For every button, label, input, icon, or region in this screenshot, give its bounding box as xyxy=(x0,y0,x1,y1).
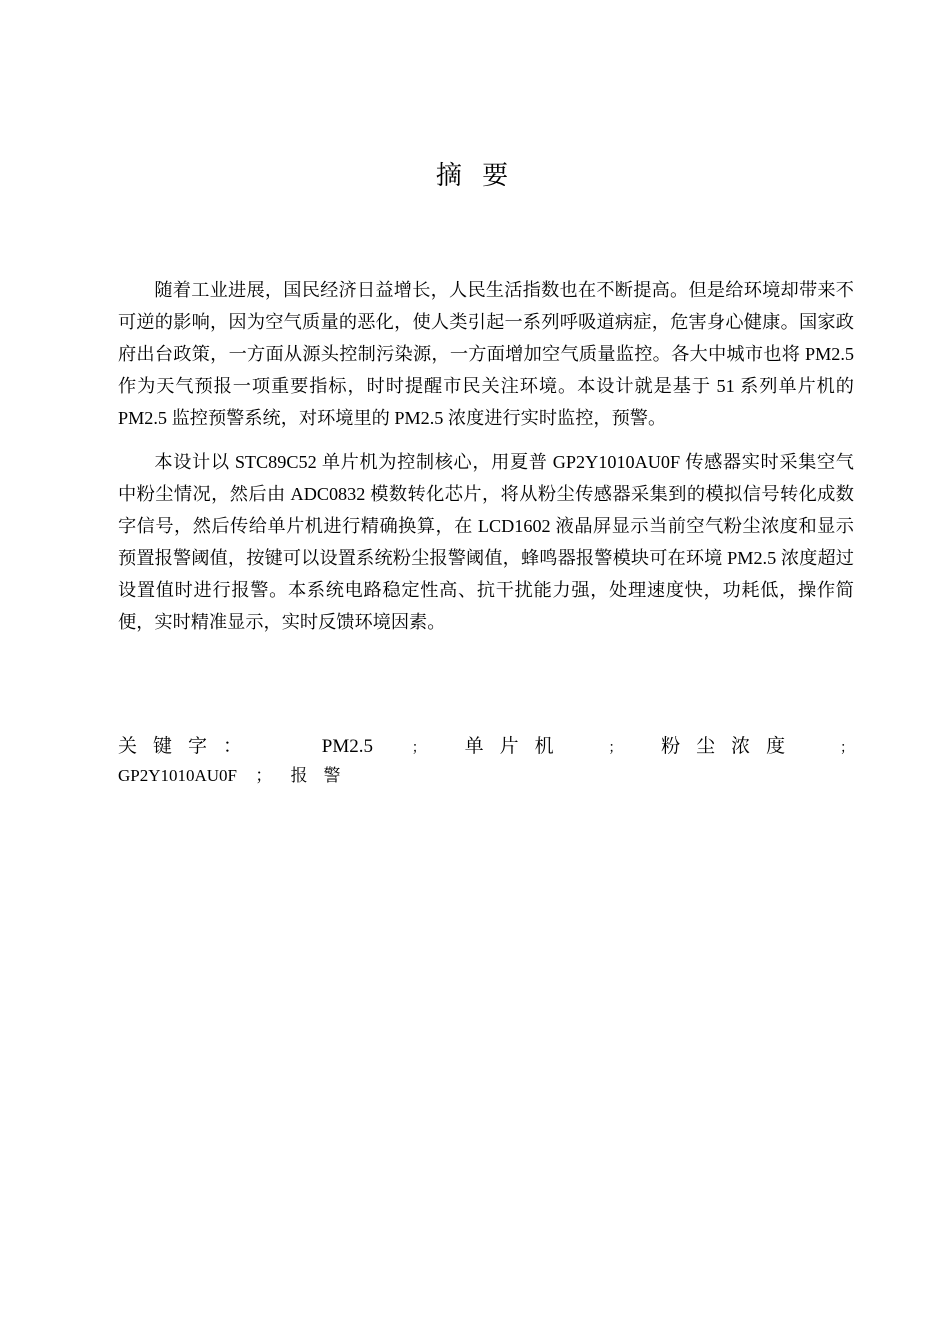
keyword-separator: ； xyxy=(608,741,623,756)
keyword-mcu: 单片机 xyxy=(464,736,570,757)
abstract-paragraph-2: 本设计以 STC89C52 单片机为控制核心，用夏普 GP2Y1010AU0F 传感器实时采集空气中粉尘情况，然后由 ADC0832 模数转化芯片，将从粉尘传感器采集到的模拟信号转化成数字信号，然后传给单片机进行精确换算，在 LCD1602 液晶屏显示当前空气粉尘浓度和显示预置报警阈值，按键可以设置系统粉尘报警阈值，蜂鸣器报警模块可在环境 PM2.5 浓度超过设置值时进行报警。本系统电路稳定性高、抗干扰能力强，处理速度快，功耗低，操作简便，实时精准显示，实时反馈环境因素。 xyxy=(118,452,854,632)
abstract-body xyxy=(118,274,854,650)
keyword-separator: ； xyxy=(839,741,854,756)
keywords-section xyxy=(118,732,854,789)
keyword-dust-concentration: 粉尘浓度 xyxy=(661,736,802,757)
keyword-sensor-model: GP2Y1010AU0F xyxy=(118,766,238,785)
keyword-separator: ； xyxy=(411,741,426,756)
keywords-line-2 xyxy=(118,763,854,789)
keyword-pm25: PM2.5 xyxy=(321,736,373,757)
abstract-paragraph-1: 随着工业进展，国民经济日益增长，人民生活指数也在不断提高。但是给环境却带来不可逆的影响，因为空气质量的恶化，使人类引起一系列呼吸道病症，危害身心健康。国家政府出台政策，一方面从源头控制污染源，一方面增加空气质量监控。各大中城市也将 PM2.5 作为天气预报一项重要指标，时时提醒市民关注环境。本设计就是基于 51 系列单片机的 PM2.5 监控预警系统，对环境里的 PM2.5 浓度进行实时监控，预警。 xyxy=(118,280,854,428)
keywords-label: 关键字： xyxy=(118,735,259,757)
page-title: 摘 要 xyxy=(435,161,515,191)
keywords-line-1 xyxy=(118,732,854,763)
keyword-alarm: 报警 xyxy=(290,766,357,785)
keyword-separator: ； xyxy=(255,766,273,785)
